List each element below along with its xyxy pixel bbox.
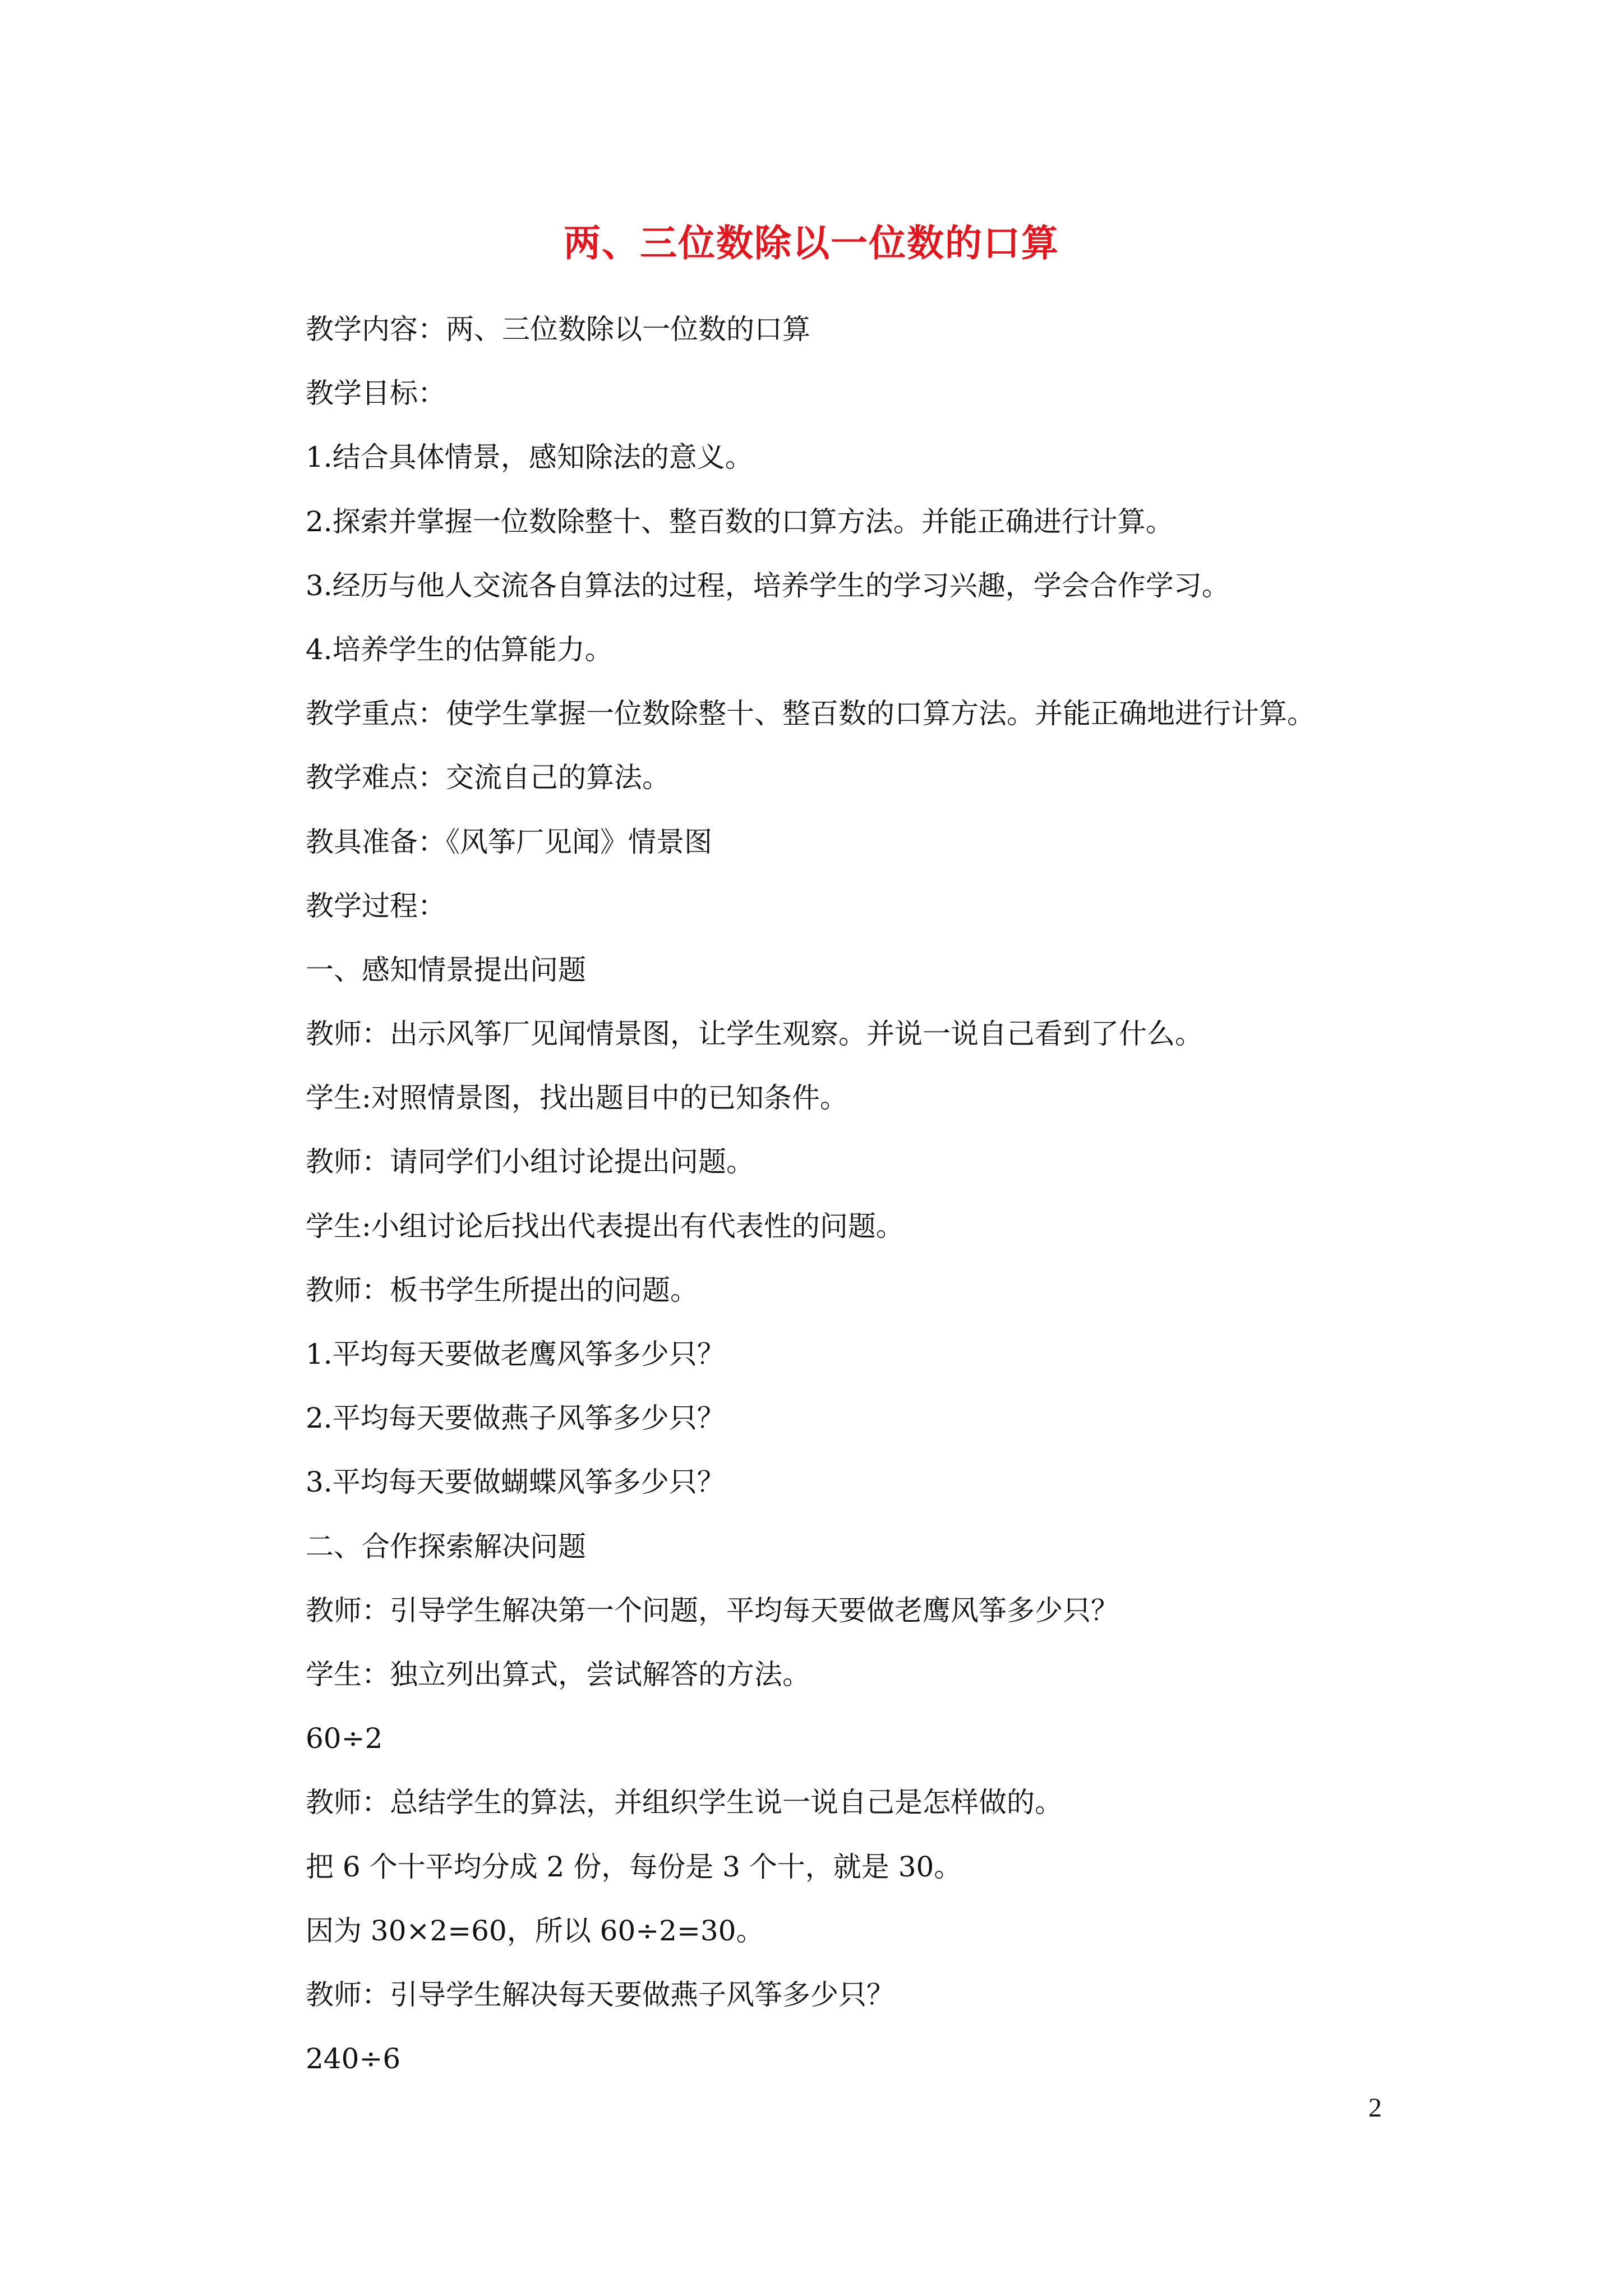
text-line: 教学内容：两、三位数除以一位数的口算 — [306, 313, 810, 346]
text-line: 学生：独立列出算式，尝试解答的方法。 — [306, 1658, 810, 1691]
text-line: 教具准备：《风筝厂见闻》情景图 — [306, 825, 712, 858]
document-title: 两、三位数除以一位数的口算 — [564, 221, 1059, 265]
text-line: 4.培养学生的估算能力。 — [306, 633, 613, 666]
equation-line: 60÷2 — [306, 1722, 383, 1755]
text-line: 教学难点：交流自己的算法。 — [306, 761, 670, 794]
question-item: 2.平均每天要做燕子风筝多少只？ — [306, 1402, 725, 1435]
text-line: 教学目标： — [306, 377, 446, 410]
text-line: 学生:小组讨论后找出代表提出有代表性的问题。 — [306, 1209, 904, 1243]
text-line: 1.结合具体情景，感知除法的意义。 — [306, 441, 753, 474]
text-line: 教师：引导学生解决第一个问题，平均每天要做老鹰风筝多少只？ — [306, 1594, 1119, 1627]
section-heading: 一、感知情景提出问题 — [306, 953, 586, 986]
text-line: 教师：请同学们小组讨论提出问题。 — [306, 1145, 754, 1179]
text-line: 学生:对照情景图，找出题目中的已知条件。 — [306, 1082, 848, 1115]
section-heading: 二、合作探索解决问题 — [306, 1530, 586, 1563]
question-item: 1.平均每天要做老鹰风筝多少只？ — [306, 1338, 725, 1370]
text-line: 教师：引导学生解决每天要做燕子风筝多少只？ — [306, 1978, 895, 2011]
text-line: 教师：总结学生的算法，并组织学生说一说自己是怎样做的。 — [306, 1786, 1063, 1819]
text-line: 因为 30×2=60，所以 60÷2=30。 — [306, 1914, 764, 1947]
text-line: 教师：板书学生所提出的问题。 — [306, 1273, 698, 1306]
text-line: 2.探索并掌握一位数除整十、整百数的口算方法。并能正确进行计算。 — [306, 505, 1174, 538]
text-line: 教学重点：使学生掌握一位数除整十、整百数的口算方法。并能正确地进行计算。 — [306, 697, 1315, 730]
text-line: 教师：出示风筝厂见闻情景图，让学生观察。并说一说自己看到了什么。 — [306, 1018, 1203, 1051]
text-line: 3.经历与他人交流各自算法的过程，培养学生的学习兴趣，学会合作学习。 — [306, 569, 1230, 602]
page-number: 2 — [1368, 2093, 1382, 2123]
text-line: 教学过程： — [306, 889, 446, 922]
question-item: 3.平均每天要做蝴蝶风筝多少只？ — [306, 1466, 725, 1499]
text-line: 把 6 个十平均分成 2 份，每份是 3 个十，就是 30。 — [306, 1850, 962, 1883]
document-body — [306, 297, 1539, 2091]
equation-line: 240÷6 — [306, 2042, 401, 2076]
